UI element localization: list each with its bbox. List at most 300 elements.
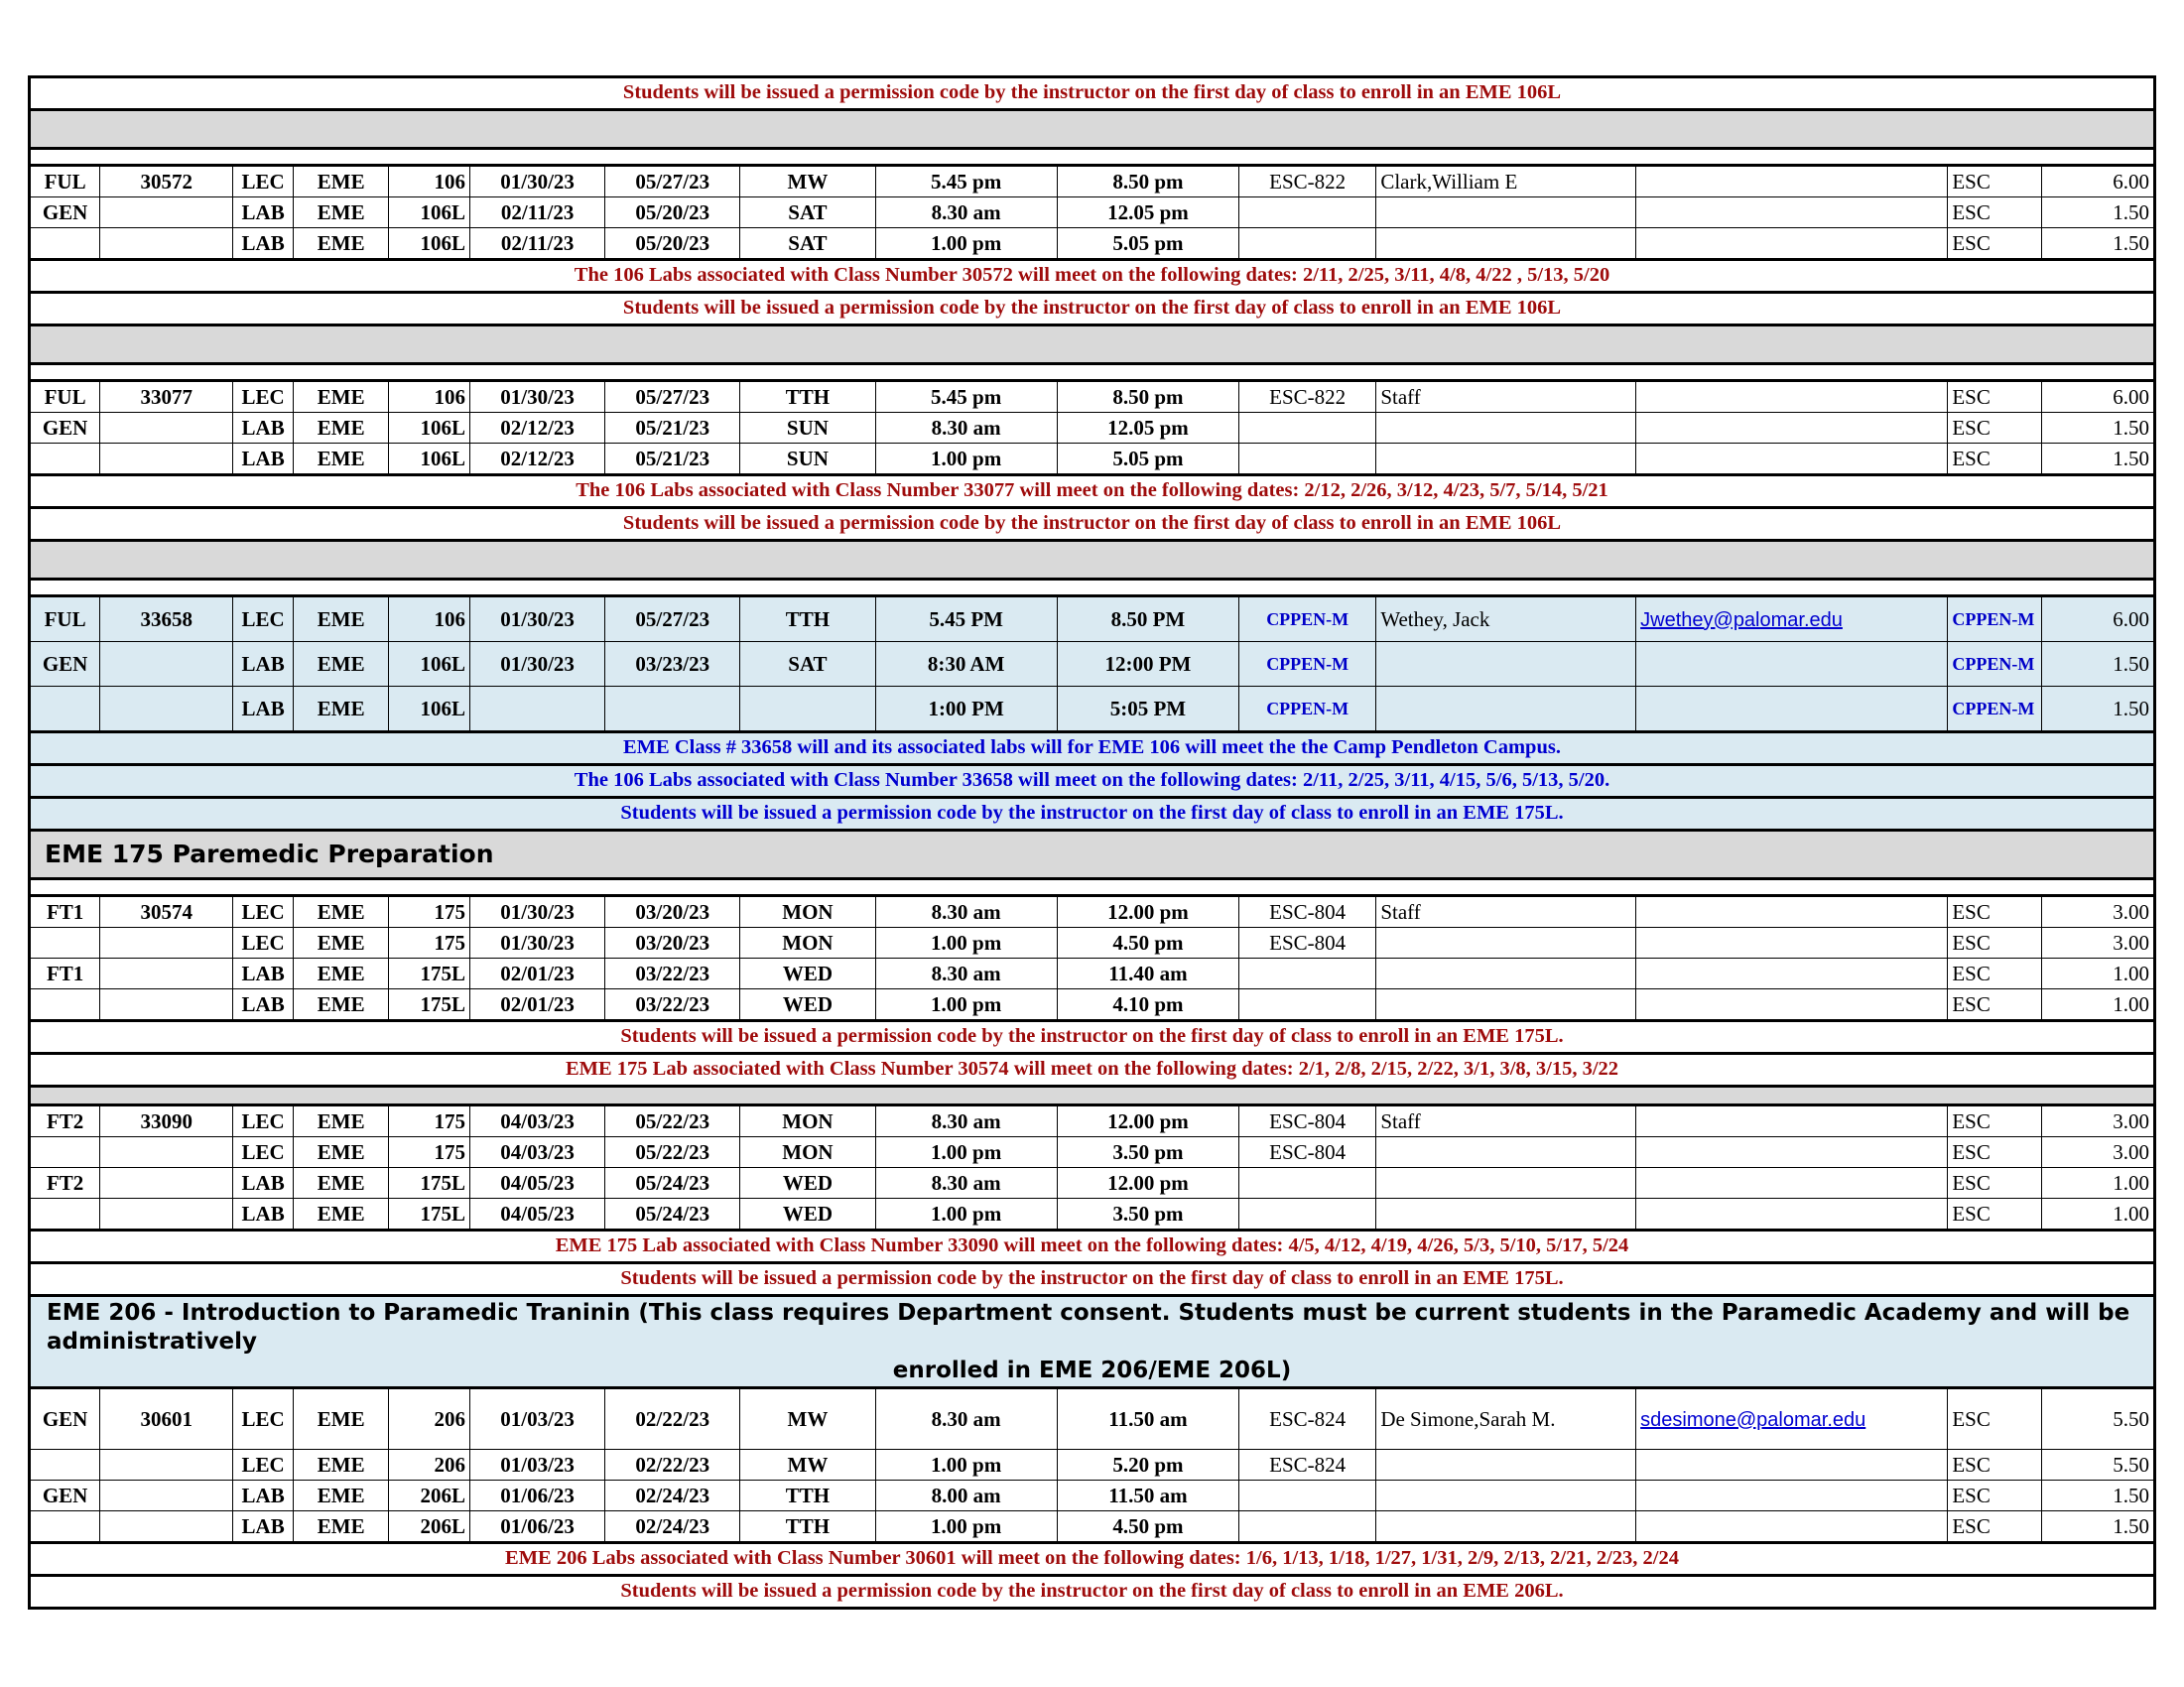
cell-subject: EME — [294, 896, 389, 928]
cell-end-date: 05/24/23 — [605, 1199, 740, 1231]
cell-loc: FT1 — [30, 959, 100, 989]
cell-type: LAB — [233, 687, 294, 732]
cell-type: LEC — [233, 896, 294, 928]
cell-end-time: 5:05 PM — [1057, 687, 1238, 732]
note-text: EME 175 Lab associated with Class Number 30574 will meet on the following dates: 2/1, 2/8, 2/15, 2/22, 3/1, 3/8, 3/15, 3/22 — [30, 1054, 2155, 1087]
cell-instructor — [1376, 1481, 1636, 1511]
section-title: EME 175 Paremedic Preparation — [30, 831, 2155, 879]
cell-days: SAT — [740, 197, 875, 228]
cell-begin-time: 1.00 pm — [875, 1450, 1057, 1481]
gray-band-3 — [30, 541, 2155, 580]
cell-days: TTH — [740, 1511, 875, 1543]
cell-class-number: 33658 — [100, 596, 233, 642]
cell-type: LEC — [233, 1388, 294, 1450]
note-labs-33658 — [30, 765, 2155, 798]
cell-start-date: 01/03/23 — [470, 1388, 605, 1450]
cell-campus: ESC — [1948, 228, 2041, 260]
cell-email — [1636, 381, 1948, 413]
cell-email — [1636, 1481, 1948, 1511]
cell-start-date: 04/05/23 — [470, 1168, 605, 1199]
spacer-cell — [30, 879, 2155, 896]
cell-course: 106L — [389, 687, 470, 732]
cell-course: 175 — [389, 1105, 470, 1137]
cell-email — [1636, 959, 1948, 989]
cell-course: 106 — [389, 381, 470, 413]
cell-instructor — [1376, 687, 1636, 732]
cell-end-date: 05/24/23 — [605, 1168, 740, 1199]
cell-loc — [30, 228, 100, 260]
table-row[interactable] — [30, 166, 2155, 197]
table-row[interactable] — [30, 928, 2155, 959]
cell-end-date: 02/24/23 — [605, 1481, 740, 1511]
cell-email — [1636, 413, 1948, 444]
cell-loc: FUL — [30, 596, 100, 642]
cell-days: WED — [740, 1199, 875, 1231]
gray-band-4 — [30, 1087, 2155, 1105]
cell-email[interactable] — [1636, 1388, 1948, 1450]
cell-end-time: 4.50 pm — [1057, 928, 1238, 959]
cell-begin-time: 8.30 am — [875, 1105, 1057, 1137]
cell-room — [1239, 197, 1376, 228]
note-text: Students will be issued a permission code by the instructor on the first day of class to enroll in an EME 206L. — [30, 1576, 2155, 1609]
cell-instructor — [1376, 413, 1636, 444]
cell-type: LAB — [233, 228, 294, 260]
table-row[interactable] — [30, 1481, 2155, 1511]
cell-campus: ESC — [1948, 1511, 2041, 1543]
cell-instructor: Staff — [1376, 381, 1636, 413]
cell-end-time: 3.50 pm — [1057, 1137, 1238, 1168]
cell-email — [1636, 197, 1948, 228]
cell-begin-time: 5.45 PM — [875, 596, 1057, 642]
cell-begin-time: 8.30 am — [875, 959, 1057, 989]
cell-units: 1.50 — [2041, 687, 2154, 732]
cell-email — [1636, 989, 1948, 1021]
note-text: Students will be issued a permission code by the instructor on the first day of class to enroll in an EME 106L — [30, 508, 2155, 541]
cell-begin-time: 8.30 am — [875, 896, 1057, 928]
cell-course: 175L — [389, 1168, 470, 1199]
cell-days: SUN — [740, 413, 875, 444]
cell-instructor — [1376, 1137, 1636, 1168]
cell-end-time: 8.50 PM — [1057, 596, 1238, 642]
cell-subject: EME — [294, 413, 389, 444]
cell-class-number — [100, 1199, 233, 1231]
cell-end-time: 11.50 am — [1057, 1481, 1238, 1511]
table-row[interactable] — [30, 1511, 2155, 1543]
cell-end-date: 02/22/23 — [605, 1450, 740, 1481]
note-text: Students will be issued a permission code by the instructor on the first day of class to enroll in an EME 175L. — [30, 798, 2155, 831]
cell-begin-time: 1:00 PM — [875, 687, 1057, 732]
cell-loc: GEN — [30, 1388, 100, 1450]
note-labs-30601 — [30, 1543, 2155, 1576]
cell-email — [1636, 642, 1948, 687]
cell-course: 175 — [389, 928, 470, 959]
cell-loc — [30, 1450, 100, 1481]
cell-days: MW — [740, 166, 875, 197]
cell-start-date: 02/11/23 — [470, 228, 605, 260]
section-header-eme206 — [30, 1296, 2155, 1388]
cell-room — [1239, 228, 1376, 260]
spacer-cell — [30, 110, 2155, 149]
cell-begin-time: 1.00 pm — [875, 1511, 1057, 1543]
cell-loc: FT2 — [30, 1105, 100, 1137]
cell-class-number — [100, 1168, 233, 1199]
table-row[interactable] — [30, 642, 2155, 687]
cell-class-number — [100, 197, 233, 228]
cell-instructor: Staff — [1376, 1105, 1636, 1137]
cell-end-time: 12.05 pm — [1057, 413, 1238, 444]
cell-campus: ESC — [1948, 413, 2041, 444]
cell-end-time: 11.40 am — [1057, 959, 1238, 989]
cell-begin-time: 8.30 am — [875, 1388, 1057, 1450]
cell-units: 3.00 — [2041, 1105, 2154, 1137]
cell-days: MW — [740, 1450, 875, 1481]
cell-type: LAB — [233, 642, 294, 687]
cell-end-time: 8.50 pm — [1057, 381, 1238, 413]
cell-room: ESC-822 — [1239, 166, 1376, 197]
cell-type: LAB — [233, 1199, 294, 1231]
cell-subject: EME — [294, 687, 389, 732]
cell-end-date: 05/27/23 — [605, 596, 740, 642]
cell-days: SAT — [740, 228, 875, 260]
cell-class-number — [100, 1481, 233, 1511]
cell-class-number: 30572 — [100, 166, 233, 197]
cell-days — [740, 687, 875, 732]
cell-end-date: 02/22/23 — [605, 1388, 740, 1450]
cell-end-time: 12.00 pm — [1057, 896, 1238, 928]
cell-room — [1239, 1168, 1376, 1199]
cell-start-date: 02/01/23 — [470, 989, 605, 1021]
table-row[interactable] — [30, 1388, 2155, 1450]
cell-room: ESC-804 — [1239, 1137, 1376, 1168]
cell-units: 1.00 — [2041, 989, 2154, 1021]
cell-class-number — [100, 687, 233, 732]
table-row[interactable] — [30, 1137, 2155, 1168]
cell-type: LAB — [233, 197, 294, 228]
cell-course: 175L — [389, 959, 470, 989]
cell-end-date: 05/27/23 — [605, 381, 740, 413]
table-row[interactable] — [30, 896, 2155, 928]
cell-class-number: 30574 — [100, 896, 233, 928]
cell-end-time: 12:00 PM — [1057, 642, 1238, 687]
table-row[interactable] — [30, 197, 2155, 228]
cell-type: LAB — [233, 413, 294, 444]
cell-course: 106L — [389, 197, 470, 228]
cell-course: 106L — [389, 228, 470, 260]
cell-room — [1239, 1199, 1376, 1231]
cell-class-number — [100, 1511, 233, 1543]
cell-subject: EME — [294, 1481, 389, 1511]
cell-subject: EME — [294, 166, 389, 197]
cell-email[interactable] — [1636, 596, 1948, 642]
white-gap-1 — [30, 149, 2155, 166]
cell-course: 106L — [389, 444, 470, 475]
cell-days: MON — [740, 928, 875, 959]
cell-room: ESC-822 — [1239, 381, 1376, 413]
cell-instructor: Staff — [1376, 896, 1636, 928]
cell-class-number — [100, 1137, 233, 1168]
cell-units: 1.50 — [2041, 413, 2154, 444]
cell-type: LEC — [233, 928, 294, 959]
cell-type: LAB — [233, 1511, 294, 1543]
section-header-eme175 — [30, 831, 2155, 879]
cell-end-time: 8.50 pm — [1057, 166, 1238, 197]
cell-instructor: De Simone,Sarah M. — [1376, 1388, 1636, 1450]
cell-class-number: 30601 — [100, 1388, 233, 1450]
table-row[interactable] — [30, 413, 2155, 444]
table-row[interactable] — [30, 989, 2155, 1021]
cell-days: SUN — [740, 444, 875, 475]
cell-course: 206L — [389, 1511, 470, 1543]
cell-subject: EME — [294, 444, 389, 475]
cell-type: LEC — [233, 1105, 294, 1137]
cell-units: 1.50 — [2041, 228, 2154, 260]
cell-campus: ESC — [1948, 1137, 2041, 1168]
note-text: Students will be issued a permission code by the instructor on the first day of class to enroll in an EME 175L. — [30, 1263, 2155, 1296]
note-camp-pendleton — [30, 732, 2155, 765]
cell-instructor — [1376, 1168, 1636, 1199]
cell-campus: ESC — [1948, 197, 2041, 228]
cell-end-time: 3.50 pm — [1057, 1199, 1238, 1231]
cell-campus: ESC — [1948, 166, 2041, 197]
cell-instructor — [1376, 1199, 1636, 1231]
cell-begin-time: 8:30 AM — [875, 642, 1057, 687]
cell-subject: EME — [294, 1450, 389, 1481]
cell-start-date: 01/30/23 — [470, 642, 605, 687]
cell-email — [1636, 1168, 1948, 1199]
cell-days: WED — [740, 989, 875, 1021]
cell-type: LAB — [233, 1168, 294, 1199]
cell-end-time: 4.50 pm — [1057, 1511, 1238, 1543]
cell-type: LAB — [233, 959, 294, 989]
cell-instructor: Wethey, Jack — [1376, 596, 1636, 642]
cell-end-time: 12.00 pm — [1057, 1168, 1238, 1199]
cell-subject: EME — [294, 989, 389, 1021]
cell-subject: EME — [294, 959, 389, 989]
cell-subject: EME — [294, 381, 389, 413]
cell-units: 5.50 — [2041, 1450, 2154, 1481]
cell-room: ESC-804 — [1239, 1105, 1376, 1137]
note-text: Students will be issued a permission code by the instructor on the first day of class to enroll in an EME 106L — [30, 293, 2155, 325]
cell-email — [1636, 1511, 1948, 1543]
cell-end-date: 03/22/23 — [605, 959, 740, 989]
cell-end-time: 5.05 pm — [1057, 228, 1238, 260]
cell-units: 6.00 — [2041, 381, 2154, 413]
cell-subject: EME — [294, 1511, 389, 1543]
cell-days: MON — [740, 1137, 875, 1168]
cell-end-date: 05/20/23 — [605, 228, 740, 260]
cell-begin-time: 1.00 pm — [875, 928, 1057, 959]
cell-type: LAB — [233, 989, 294, 1021]
cell-start-date: 02/12/23 — [470, 413, 605, 444]
cell-begin-time: 1.00 pm — [875, 228, 1057, 260]
note-text: The 106 Labs associated with Class Number 33077 will meet on the following dates: 2/12, 2/26, 3/12, 4/23, 5/7, 5/14, 5/21 — [30, 475, 2155, 508]
class-schedule-sheet — [28, 75, 2156, 1610]
cell-instructor — [1376, 444, 1636, 475]
cell-begin-time: 8.30 am — [875, 197, 1057, 228]
cell-course: 206 — [389, 1388, 470, 1450]
cell-end-time: 5.05 pm — [1057, 444, 1238, 475]
cell-class-number — [100, 928, 233, 959]
section-title-line1: EME 206 - Introduction to Paramedic Traninin (This class requires Department consent. Students must be current students in the Paramedic Academy and will be administratively — [47, 1300, 2130, 1355]
cell-end-date: 03/22/23 — [605, 989, 740, 1021]
cell-begin-time: 8.30 am — [875, 1168, 1057, 1199]
note-permission-175l-blue — [30, 798, 2155, 831]
table-row[interactable] — [30, 228, 2155, 260]
cell-email — [1636, 928, 1948, 959]
cell-type: LEC — [233, 596, 294, 642]
note-text: The 106 Labs associated with Class Number 33658 will meet on the following dates: 2/11, 2/25, 3/11, 4/15, 5/6, 5/13, 5/20. — [30, 765, 2155, 798]
cell-units: 6.00 — [2041, 166, 2154, 197]
cell-class-number: 33090 — [100, 1105, 233, 1137]
cell-instructor: Clark,William E — [1376, 166, 1636, 197]
table-row[interactable] — [30, 959, 2155, 989]
cell-end-date: 05/21/23 — [605, 444, 740, 475]
cell-loc: FT1 — [30, 896, 100, 928]
cell-end-time: 4.10 pm — [1057, 989, 1238, 1021]
cell-room: ESC-804 — [1239, 896, 1376, 928]
cell-campus: ESC — [1948, 896, 2041, 928]
note-text: EME 206 Labs associated with Class Number 30601 will meet on the following dates: 1/6, 1/13, 1/18, 1/27, 1/31, 2/9, 2/13, 2/21, 2/23, 2/24 — [30, 1543, 2155, 1576]
cell-course: 175 — [389, 1137, 470, 1168]
cell-units: 1.50 — [2041, 1511, 2154, 1543]
cell-subject: EME — [294, 596, 389, 642]
cell-start-date: 01/30/23 — [470, 381, 605, 413]
cell-course: 175L — [389, 989, 470, 1021]
cell-course: 106 — [389, 596, 470, 642]
cell-begin-time: 5.45 pm — [875, 166, 1057, 197]
cell-type: LEC — [233, 166, 294, 197]
note-text: EME Class # 33658 will and its associated labs will for EME 106 will meet the the Camp Pendleton Campus. — [30, 732, 2155, 765]
cell-begin-time: 1.00 pm — [875, 1137, 1057, 1168]
cell-loc — [30, 1511, 100, 1543]
cell-class-number — [100, 989, 233, 1021]
cell-email — [1636, 166, 1948, 197]
cell-subject: EME — [294, 1168, 389, 1199]
cell-end-date: 03/23/23 — [605, 642, 740, 687]
cell-start-date — [470, 687, 605, 732]
note-labs-33077 — [30, 475, 2155, 508]
cell-start-date: 01/06/23 — [470, 1511, 605, 1543]
cell-loc: FUL — [30, 166, 100, 197]
white-gap-3 — [30, 580, 2155, 596]
table-row[interactable] — [30, 444, 2155, 475]
cell-subject: EME — [294, 228, 389, 260]
cell-email — [1636, 444, 1948, 475]
cell-instructor — [1376, 1450, 1636, 1481]
cell-subject: EME — [294, 1137, 389, 1168]
cell-days: MON — [740, 896, 875, 928]
cell-end-date: 02/24/23 — [605, 1511, 740, 1543]
cell-start-date: 02/12/23 — [470, 444, 605, 475]
cell-end-date — [605, 687, 740, 732]
cell-units: 1.50 — [2041, 1481, 2154, 1511]
cell-days: TTH — [740, 596, 875, 642]
section-title — [30, 1296, 2155, 1388]
cell-loc — [30, 989, 100, 1021]
cell-class-number — [100, 1450, 233, 1481]
cell-days: TTH — [740, 381, 875, 413]
cell-campus: ESC — [1948, 1199, 2041, 1231]
cell-end-date: 05/22/23 — [605, 1137, 740, 1168]
cell-start-date: 02/11/23 — [470, 197, 605, 228]
cell-units: 1.00 — [2041, 1168, 2154, 1199]
instructor-email-link[interactable]: sdesimone@palomar.edu — [1640, 1408, 1866, 1431]
cell-loc — [30, 687, 100, 732]
cell-end-time: 5.20 pm — [1057, 1450, 1238, 1481]
cell-room — [1239, 989, 1376, 1021]
cell-loc — [30, 1199, 100, 1231]
cell-instructor — [1376, 642, 1636, 687]
note-permission-206l — [30, 1576, 2155, 1609]
cell-end-time: 12.00 pm — [1057, 1105, 1238, 1137]
table-row[interactable] — [30, 381, 2155, 413]
schedule-table — [28, 75, 2156, 1610]
cell-end-date: 03/20/23 — [605, 928, 740, 959]
cell-class-number — [100, 959, 233, 989]
cell-end-date: 05/20/23 — [605, 197, 740, 228]
cell-class-number — [100, 444, 233, 475]
table-row[interactable] — [30, 687, 2155, 732]
instructor-email-link[interactable]: Jwethey@palomar.edu — [1640, 608, 1843, 631]
cell-campus: ESC — [1948, 959, 2041, 989]
cell-type: LAB — [233, 1481, 294, 1511]
cell-course: 106L — [389, 413, 470, 444]
cell-units: 1.50 — [2041, 197, 2154, 228]
cell-campus: ESC — [1948, 1388, 2041, 1450]
cell-start-date: 01/30/23 — [470, 166, 605, 197]
cell-loc: GEN — [30, 642, 100, 687]
cell-email — [1636, 1137, 1948, 1168]
spacer-cell — [30, 1087, 2155, 1105]
cell-subject: EME — [294, 197, 389, 228]
table-row[interactable] — [30, 1168, 2155, 1199]
cell-room — [1239, 444, 1376, 475]
table-row[interactable] — [30, 1450, 2155, 1481]
cell-campus: ESC — [1948, 1105, 2041, 1137]
cell-end-time: 12.05 pm — [1057, 197, 1238, 228]
cell-campus: CPPEN-M — [1948, 687, 2041, 732]
cell-type: LEC — [233, 1450, 294, 1481]
cell-course: 175L — [389, 1199, 470, 1231]
cell-begin-time: 1.00 pm — [875, 1199, 1057, 1231]
cell-campus: ESC — [1948, 928, 2041, 959]
cell-room: ESC-824 — [1239, 1388, 1376, 1450]
spacer-cell — [30, 325, 2155, 364]
cell-instructor — [1376, 959, 1636, 989]
cell-units: 5.50 — [2041, 1388, 2154, 1450]
table-row[interactable] — [30, 596, 2155, 642]
cell-room: ESC-804 — [1239, 928, 1376, 959]
cell-subject: EME — [294, 1388, 389, 1450]
spacer-cell — [30, 149, 2155, 166]
cell-campus: ESC — [1948, 381, 2041, 413]
cell-end-time: 11.50 am — [1057, 1388, 1238, 1450]
cell-begin-time: 5.45 pm — [875, 381, 1057, 413]
cell-campus: ESC — [1948, 1450, 2041, 1481]
table-row[interactable] — [30, 1105, 2155, 1137]
cell-end-date: 05/27/23 — [605, 166, 740, 197]
cell-start-date: 01/06/23 — [470, 1481, 605, 1511]
cell-course: 175 — [389, 896, 470, 928]
cell-room — [1239, 413, 1376, 444]
cell-end-date: 05/22/23 — [605, 1105, 740, 1137]
cell-class-number: 33077 — [100, 381, 233, 413]
note-text: Students will be issued a permission code by the instructor on the first day of class to enroll in an EME 175L. — [30, 1021, 2155, 1054]
cell-instructor — [1376, 989, 1636, 1021]
cell-units: 6.00 — [2041, 596, 2154, 642]
table-row[interactable] — [30, 1199, 2155, 1231]
note-text: Students will be issued a permission code by the instructor on the first day of class to enroll in an EME 106L — [30, 77, 2155, 110]
